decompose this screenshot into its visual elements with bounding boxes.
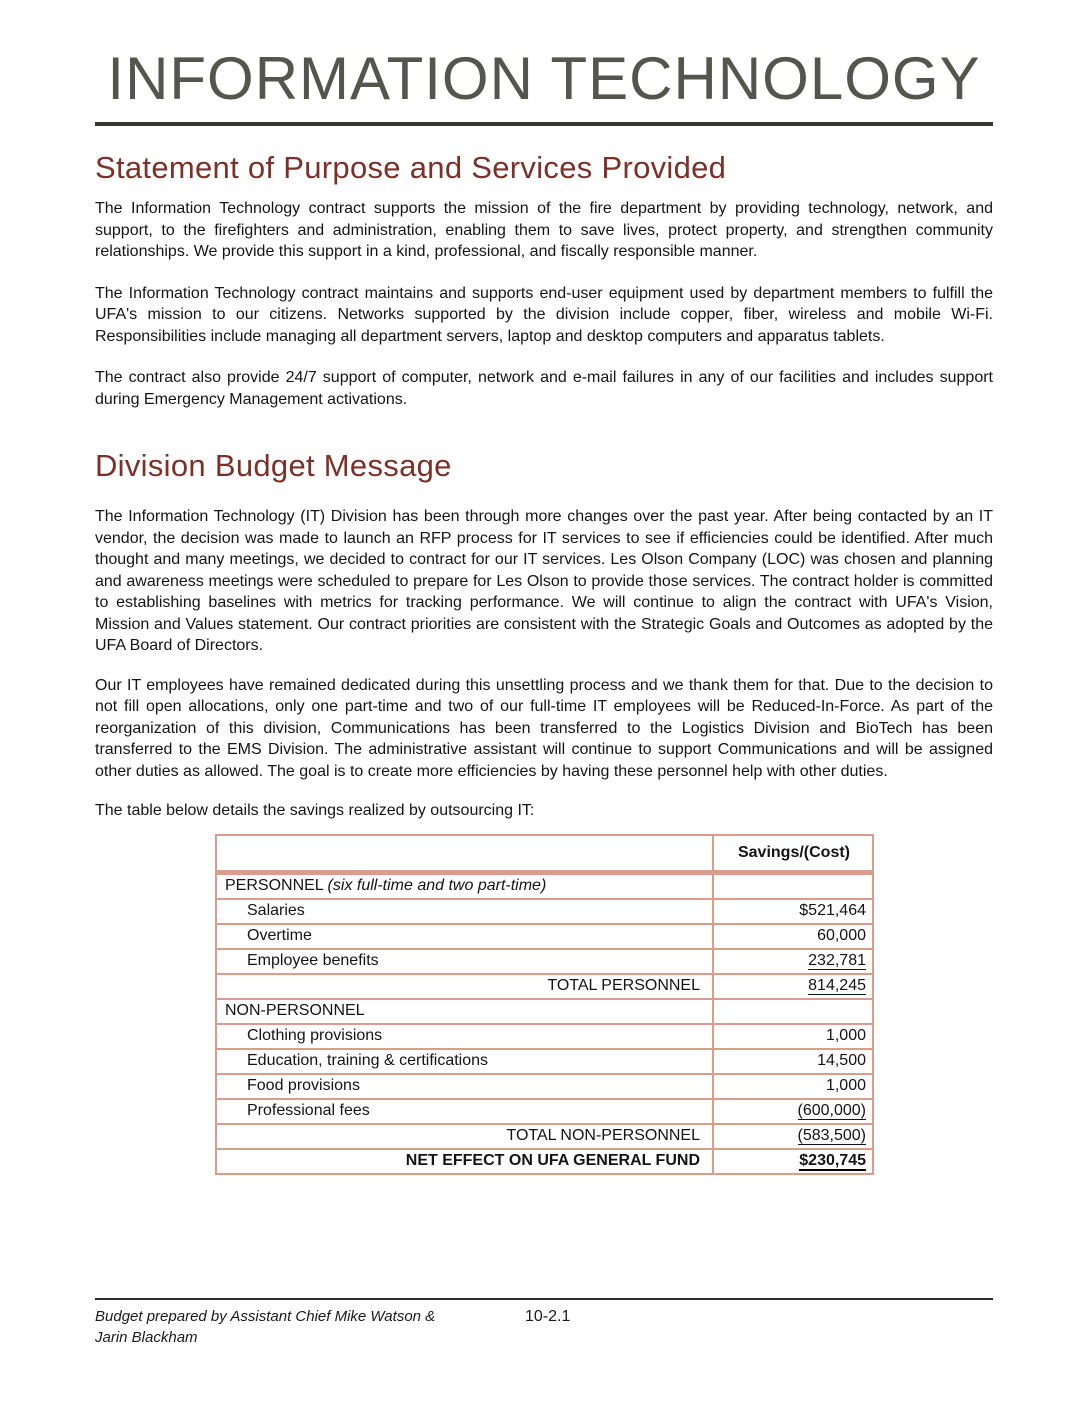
- row-label: NON-PERSONNEL: [216, 999, 713, 1024]
- category-note: (six full-time and two part-time): [327, 877, 547, 894]
- table-row: [216, 974, 873, 999]
- row-value: (600,000): [713, 1099, 873, 1124]
- table-row: [216, 1099, 873, 1124]
- title-block: [95, 46, 993, 126]
- row-value: 1,000: [713, 1074, 873, 1099]
- row-label: TOTAL PERSONNEL: [216, 974, 713, 999]
- footer-prepared-line1: Budget prepared by Assistant Chief Mike Watson &: [95, 1308, 436, 1325]
- budget-paragraph-1: The Information Technology (IT) Division has been through more changes over the past year. After being contacted by an IT vendor, the decision was made to launch an RFP process for IT services to see if efficiencies could be identified. After much thought and many meetings, we decided to contract for our IT services. Les Olson Company (LOC) was chosen and planning and awareness meetings were scheduled to prepare for Les Olson to provide those services. The contract holder is committed to establishing baselines with metrics for tracking performance. We will continue to align the contract with UFA's Vision, Mission and Values statement. Our contract priorities are consistent with the Strategic Goals and Outcomes as adopted by the UFA Board of Directors.: [95, 508, 993, 654]
- row-value: (583,500): [713, 1124, 873, 1149]
- row-label: Food provisions: [216, 1074, 713, 1099]
- row-value: 60,000: [713, 924, 873, 949]
- table-row: [216, 999, 873, 1024]
- row-label: TOTAL NON-PERSONNEL: [216, 1124, 713, 1149]
- footer-prepared-line2: Jarin Blackham: [95, 1329, 198, 1346]
- row-label: Overtime: [216, 924, 713, 949]
- footer-prepared-by: [95, 1306, 525, 1348]
- row-label: [216, 872, 713, 899]
- row-value: 14,500: [713, 1049, 873, 1074]
- table-row: [216, 872, 873, 899]
- row-label: NET EFFECT ON UFA GENERAL FUND: [216, 1149, 713, 1174]
- purpose-paragraph-2: The Information Technology contract maintains and supports end-user equipment used by department members to fulfill the UFA's mission to our citizens. Networks supported by the division include copper, fiber, wireless and mobile Wi-Fi. Responsibilities include managing all department servers, laptop and desktop computers and apparatus tablets.: [95, 284, 993, 345]
- row-value: $230,745: [713, 1149, 873, 1174]
- row-label: Salaries: [216, 899, 713, 924]
- row-value: 232,781: [713, 949, 873, 974]
- table-row-net-effect: [216, 1149, 873, 1174]
- row-value: [713, 872, 873, 899]
- row-value: 1,000: [713, 1024, 873, 1049]
- table-header-row: [216, 835, 873, 873]
- table-row: [216, 1049, 873, 1074]
- row-value: [713, 999, 873, 1024]
- footer-page-number: 10-2.1: [525, 1308, 571, 1325]
- purpose-paragraph-1: The Information Technology contract supports the mission of the fire department by providing technology, network, and support, to the firefighters and administration, enabling them to save lives, protect property, and strengthen community relationships. We provide this support in a kind, professional, and fiscally responsible manner.: [95, 200, 993, 260]
- page-footer: [95, 1298, 993, 1348]
- row-label: Education, training & certifications: [216, 1049, 713, 1074]
- row-label: Employee benefits: [216, 949, 713, 974]
- table-row: [216, 899, 873, 924]
- row-value: 814,245: [713, 974, 873, 999]
- header-label-cell: [216, 835, 713, 873]
- table-row: [216, 1124, 873, 1149]
- table-row: [216, 1024, 873, 1049]
- category-label: PERSONNEL: [225, 877, 328, 894]
- purpose-paragraph-3: The contract also provide 24/7 support of computer, network and e-mail failures in any of our facilities and includes support during Emergency Management activations.: [95, 369, 993, 408]
- section-heading-purpose: Statement of Purpose and Services Provided: [95, 150, 727, 185]
- page-title: INFORMATION TECHNOLOGY: [107, 45, 981, 112]
- savings-table: [215, 834, 874, 1175]
- section-heading-budget-message: Division Budget Message: [95, 448, 452, 483]
- header-value-cell: Savings/(Cost): [713, 835, 873, 873]
- row-value: $521,464: [713, 899, 873, 924]
- row-label: Professional fees: [216, 1099, 713, 1124]
- budget-paragraph-2: Our IT employees have remained dedicated during this unsettling process and we thank them for that. Due to the decision to not fill open allocations, only one part-time and two of our full-time IT employees will be Reduced-In-Force. As part of the reorganization of this division, Communications has been transferred to the Logistics Division and BioTech has been transferred to the EMS Division. The administrative assistant will continue to support Communications and will be assigned other duties as allowed. The goal is to create more efficiencies by having these personnel help with other duties.: [95, 676, 993, 780]
- table-row: [216, 1074, 873, 1099]
- budget-paragraph-3: The table below details the savings realized by outsourcing IT:: [95, 802, 535, 819]
- table-row: [216, 924, 873, 949]
- row-label: Clothing provisions: [216, 1024, 713, 1049]
- table-row: [216, 949, 873, 974]
